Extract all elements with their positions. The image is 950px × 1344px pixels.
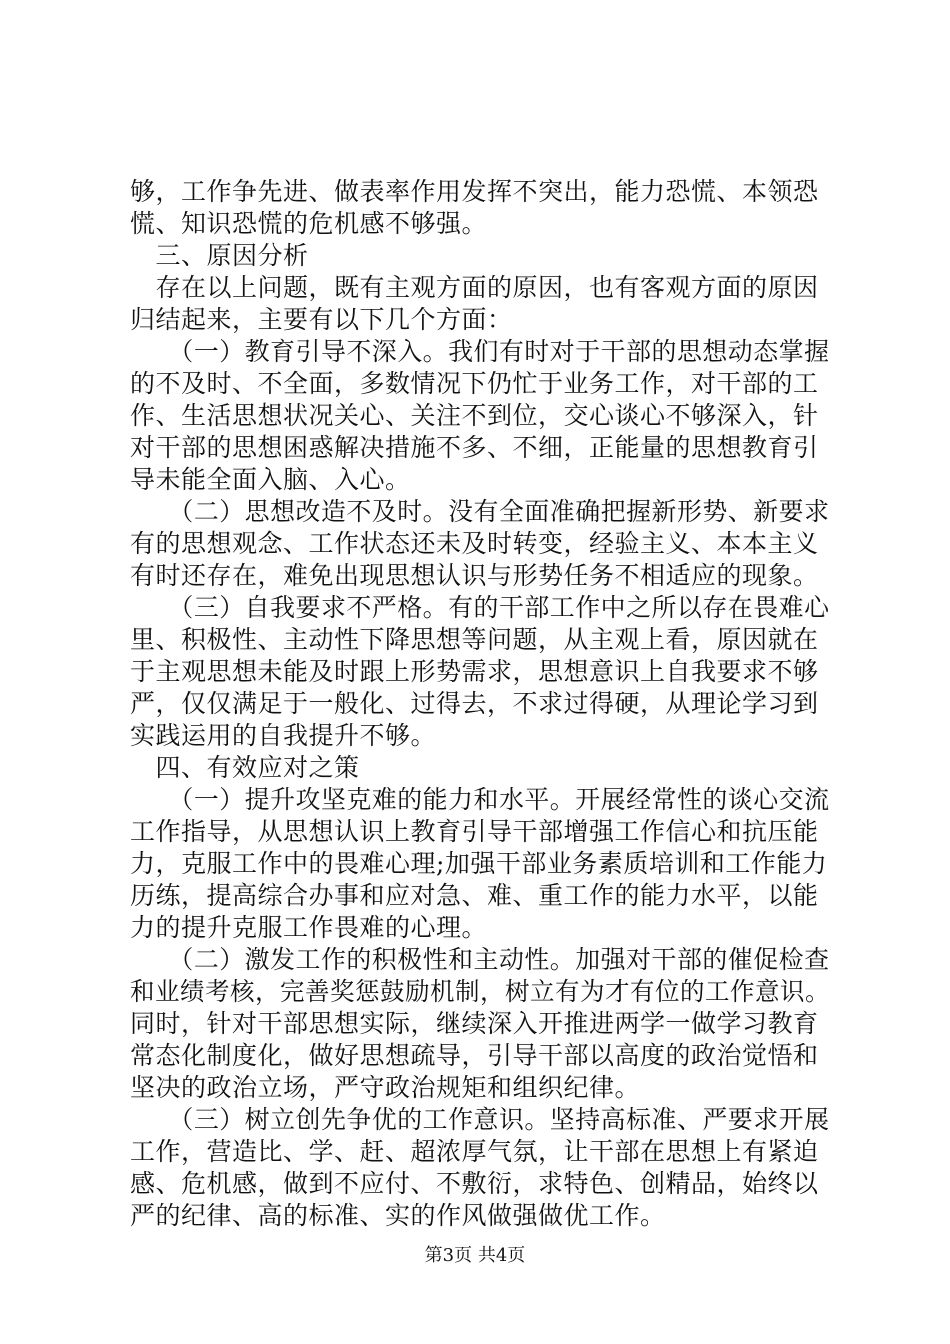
text-line: 力的提升克服工作畏难的心理。	[130, 913, 488, 942]
text-line: 有时还存在，难免出现思想认识与形势任务不相适应的现象。	[130, 561, 819, 590]
text-line: 慌、知识恐慌的危机感不够强。	[130, 209, 488, 238]
text-line: 归结起来，主要有以下几个方面：	[130, 305, 513, 334]
text-line: 同时，针对干部思想实际，继续深入开推进两学一做学习教育	[130, 1009, 819, 1038]
text-line: （二）激发工作的积极性和主动性。加强对干部的催促检查	[130, 945, 830, 974]
text-line: 历练，提高综合办事和应对急、难、重工作的能力水平，以能	[130, 881, 819, 910]
text-line: 存在以上问题，既有主观方面的原因，也有客观方面的原因	[130, 273, 819, 302]
text-line: 常态化制度化，做好思想疏导，引导干部以高度的政治觉悟和	[130, 1041, 819, 1070]
text-line: 作、生活思想状况关心、关注不到位，交心谈心不够深入，针	[130, 401, 819, 430]
text-line: 够，工作争先进、做表率作用发挥不突出，能力恐慌、本领恐	[130, 177, 819, 206]
text-line: 对干部的思想困惑解决措施不多、不细，正能量的思想教育引	[130, 433, 819, 462]
text-line: 导未能全面入脑、入心。	[130, 465, 411, 494]
text-line: 工作指导，从思想认识上教育引导干部增强工作信心和抗压能	[130, 817, 819, 846]
text-line: （一）提升攻坚克难的能力和水平。开展经常性的谈心交流	[130, 785, 830, 814]
section-heading: 三、原因分析	[130, 241, 309, 270]
text-line: （三）自我要求不严格。有的干部工作中之所以存在畏难心	[130, 593, 830, 622]
text-line: 于主观思想未能及时跟上形势需求，思想意识上自我要求不够	[130, 657, 819, 686]
text-line: 有的思想观念、工作状态还未及时转变，经验主义、本本主义	[130, 529, 819, 558]
text-line: 严，仅仅满足于一般化、过得去，不求过得硬，从理论学习到	[130, 689, 819, 718]
text-line: 感、危机感，做到不应付、不敷衍，求特色、创精品，始终以	[130, 1169, 819, 1198]
section-heading: 四、有效应对之策	[130, 753, 360, 782]
text-line: （二）思想改造不及时。没有全面准确把握新形势、新要求	[130, 497, 830, 526]
text-line: 工作，营造比、学、赶、超浓厚气氛，让干部在思想上有紧迫	[130, 1137, 819, 1166]
text-line: 坚决的政治立场，严守政治规矩和组织纪律。	[130, 1073, 641, 1102]
text-line: 实践运用的自我提升不够。	[130, 721, 437, 750]
text-line: 和业绩考核，完善奖惩鼓励机制，树立有为才有位的工作意识。	[130, 977, 831, 1006]
text-line: （一）教育引导不深入。我们有时对于干部的思想动态掌握	[130, 337, 830, 366]
page-number: 第3页 共4页	[424, 1245, 526, 1266]
text-line: （三）树立创先争优的工作意识。坚持高标准、严要求开展	[130, 1105, 830, 1134]
text-line: 里、积极性、主动性下降思想等问题，从主观上看，原因就在	[130, 625, 819, 654]
text-line: 力，克服工作中的畏难心理;加强干部业务素质培训和工作能力	[130, 849, 828, 878]
text-line: 严的纪律、高的标准、实的作风做强做优工作。	[130, 1201, 666, 1230]
text-line: 的不及时、不全面，多数情况下仍忙于业务工作，对干部的工	[130, 369, 819, 398]
